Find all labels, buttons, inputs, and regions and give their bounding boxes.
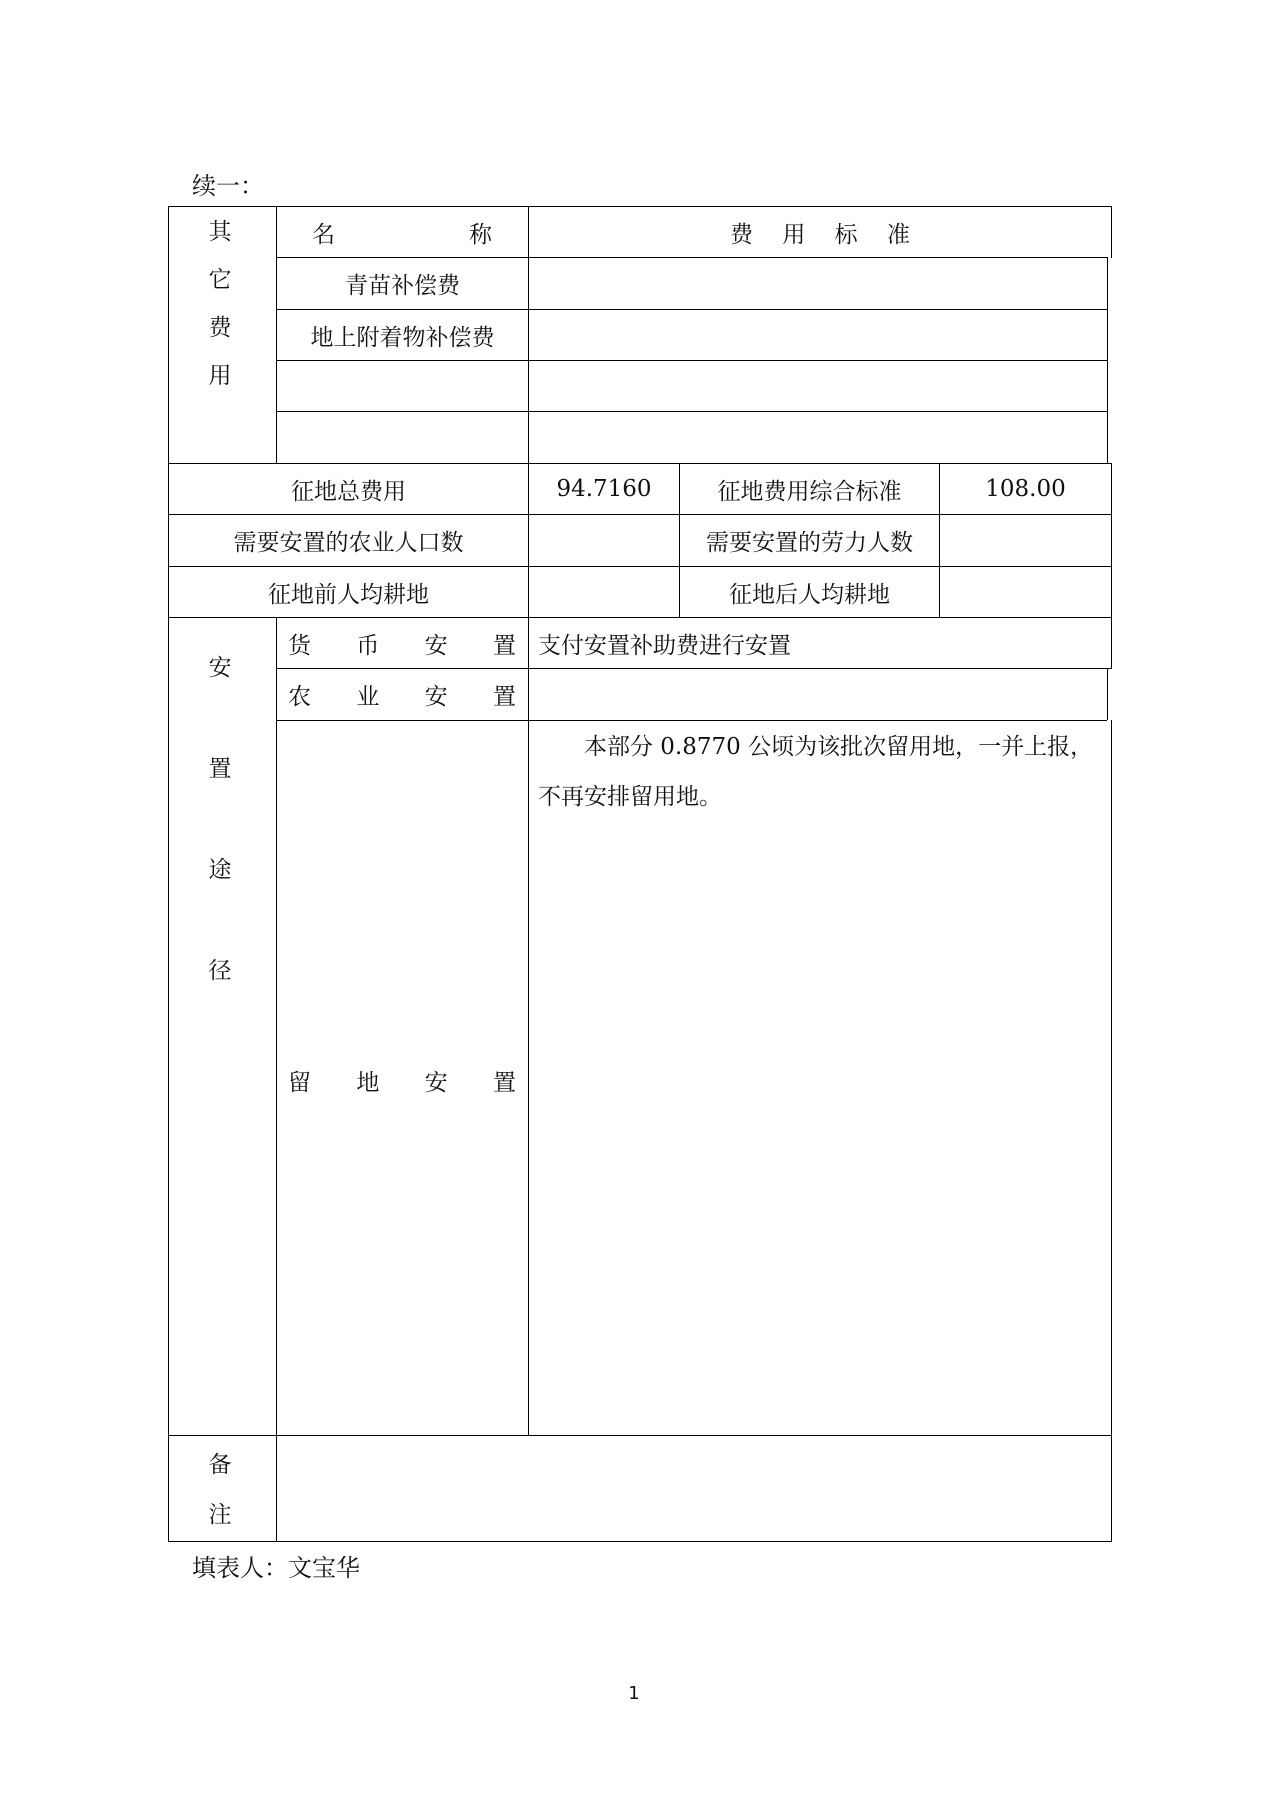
farmland-before-label: 征地前人均耕地 — [268, 581, 429, 608]
form-filler: 填表人：文宝华 — [192, 1554, 360, 1582]
other-costs-section-label: 其 它 费 用 — [208, 219, 232, 389]
remarks-label: 备 注 — [208, 1452, 232, 1528]
cost-item-standard — [529, 412, 1107, 463]
resettlement-section-label: 安 置 途 径 — [208, 655, 232, 984]
farmland-after-label: 征地后人均耕地 — [729, 581, 890, 608]
total-cost-value: 94.7160 — [556, 476, 652, 502]
labor-count-label: 需要安置的劳力人数 — [706, 530, 913, 556]
reserved-land-resettlement-label: 留 地 安 置 — [288, 1069, 516, 1096]
continuation-heading: 续一： — [192, 172, 264, 200]
farmland-before-value — [529, 567, 679, 617]
labor-count-value — [940, 515, 1111, 566]
composite-standard-value: 108.00 — [985, 476, 1066, 502]
cost-item-name: 青苗补偿费 — [345, 273, 460, 299]
currency-resettlement-value: 支付安置补助费进行安置 — [538, 632, 791, 659]
currency-resettlement-label: 货 币 安 置 — [288, 632, 516, 659]
farmland-after-value — [940, 567, 1111, 617]
farm-population-label: 需要安置的农业人口数 — [233, 530, 464, 556]
farm-population-value — [529, 515, 679, 566]
standard-column-header: 费 用 标 准 — [730, 221, 910, 248]
composite-standard-label: 征地费用综合标准 — [717, 478, 902, 505]
name-column-header: 名 称 — [312, 221, 492, 248]
cost-item-name — [277, 361, 528, 411]
page-number: 1 — [628, 1683, 640, 1704]
remarks-value — [277, 1436, 1111, 1541]
agricultural-resettlement-label: 农 业 安 置 — [288, 684, 516, 710]
cost-item-name: 地上附着物补偿费 — [310, 324, 495, 351]
cost-item-name — [277, 412, 528, 463]
cost-item-standard — [529, 258, 1107, 309]
cost-item-standard — [529, 310, 1107, 360]
total-cost-label: 征地总费用 — [291, 478, 406, 505]
cost-item-standard — [529, 361, 1107, 411]
reserved-land-resettlement-value: 本部分 0.8770 公顷为该批次留用地，一并上报，不再安排留用地。 — [538, 734, 1094, 810]
